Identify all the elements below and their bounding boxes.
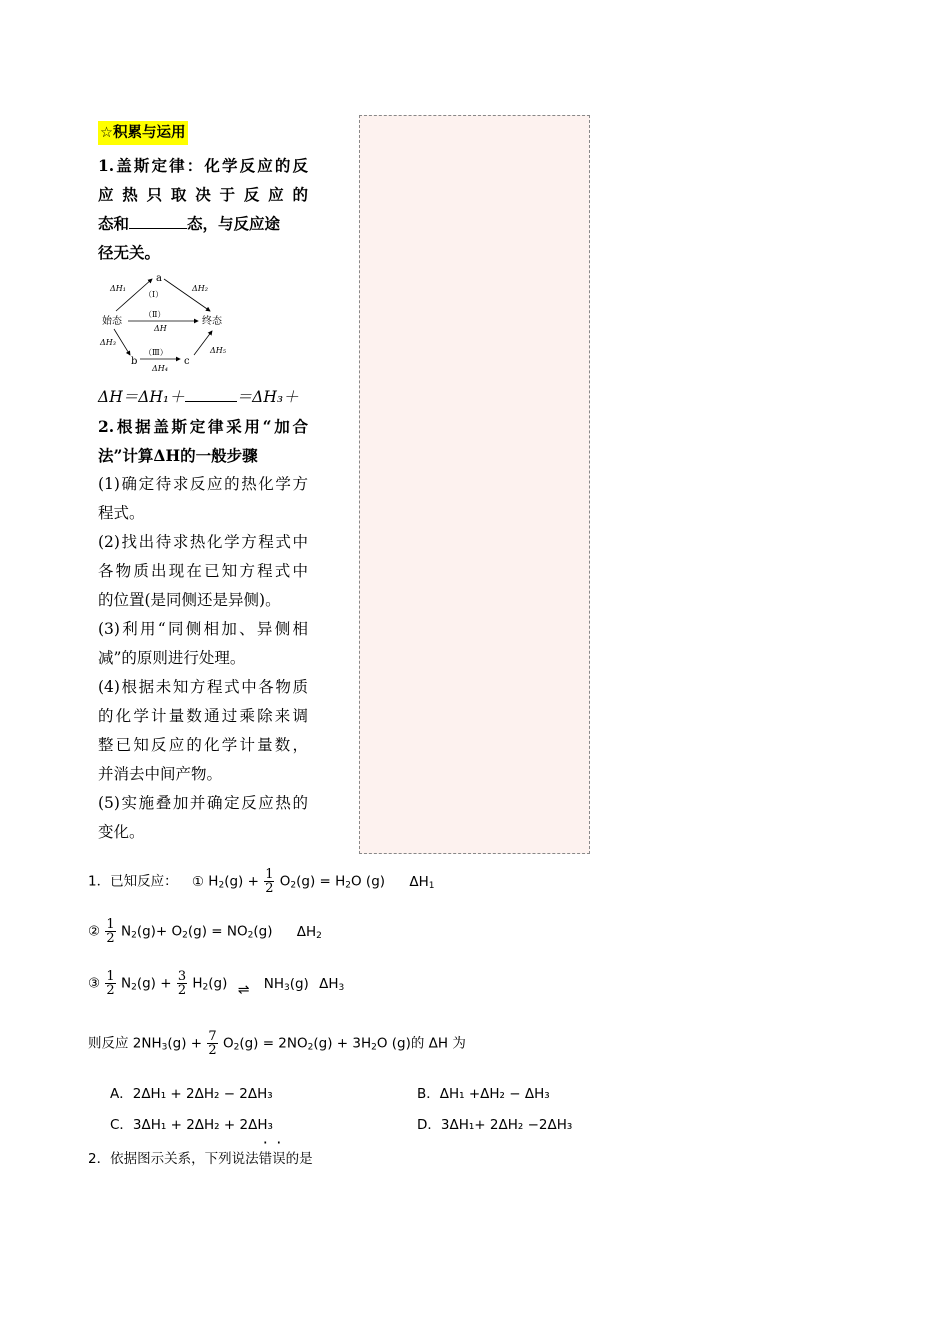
ask-suffix: 的 ΔH 为	[410, 1035, 466, 1052]
method-title-line1: 2.根据盖斯定律采用“加合	[98, 417, 308, 436]
gess-law-line2: 应热只取决于反应的	[98, 185, 308, 204]
label-route3: （Ⅲ）	[144, 348, 168, 357]
knowledge-sidebar	[98, 118, 308, 847]
step-line: 程式。	[98, 504, 145, 522]
gess-formula	[98, 383, 308, 412]
option-d[interactable]: D．3ΔH₁+ 2ΔH₂ −2ΔH₃	[417, 1117, 573, 1133]
gess-law-line3-a: 态和	[98, 214, 130, 233]
eq1-mark: ①	[191, 873, 204, 890]
node-end: 终态	[202, 316, 222, 327]
label-dh3: ΔH₃	[100, 338, 116, 347]
formula-part-b: ＝ΔH₃＋	[236, 388, 299, 406]
label-dh5: ΔH₅	[210, 346, 226, 355]
gess-law-line4: 径无关。	[98, 243, 161, 262]
step-line: (3)利用“同侧相加、异侧相	[98, 620, 308, 638]
fill-blank[interactable]	[129, 214, 187, 229]
q2-prefix: 2．依据图示关系，下列说法	[88, 1151, 259, 1167]
method-title-line2: 法”计算ΔH的一般步骤	[98, 446, 258, 465]
step-line: (1)确定待求反应的热化学方	[98, 475, 308, 493]
formula-blank[interactable]	[185, 387, 237, 402]
option-b[interactable]: B．ΔH₁ +ΔH₂ − ΔH₃	[417, 1086, 550, 1102]
node-c: c	[184, 356, 190, 367]
ask-prefix: 则反应	[88, 1035, 129, 1052]
fraction-half: $\frac{1}{2}$	[106, 917, 115, 946]
step-line: (5)实施叠加并确定反应热的	[98, 794, 308, 812]
gess-path-diagram	[98, 269, 238, 379]
steps-list	[98, 470, 308, 847]
step-line: 各物质出现在已知方程式中	[98, 562, 308, 580]
fraction-seven-halves: $\frac{7}{2}$	[208, 1029, 217, 1058]
label-dh: ΔH	[154, 324, 167, 333]
fraction-three-halves: $\frac{3}{2}$	[177, 969, 187, 998]
step-line: 并消去中间产物。	[98, 765, 223, 783]
node-start: 始态	[102, 316, 122, 327]
label-dh1: ΔH₁	[110, 284, 126, 293]
formula-part-a: ΔH＝ΔH₁＋	[98, 388, 185, 406]
arrow-start-b	[114, 329, 130, 355]
step-line: 减”的原则进行处理。	[98, 649, 246, 667]
step-line: 变化。	[98, 823, 145, 841]
option-c[interactable]: C．3ΔH₁ + 2ΔH₂ + 2ΔH₃	[110, 1117, 273, 1133]
q1-ask: 则反应 $2NH_3(g)$ + $\frac{7}{2}$ $O_2(g) = 2NO_2(g) + 3H_2O$ (g)的 ΔH 为	[88, 1029, 466, 1058]
fraction-half: $\frac{1}{2}$	[265, 867, 274, 896]
q2-suffix: 的是	[285, 1151, 313, 1167]
step-line: (2)找出待求热化学方程式中	[98, 533, 308, 551]
label-dh4: ΔH₄	[152, 364, 168, 373]
fraction-half: $\frac{1}{2}$	[106, 969, 115, 998]
emphasis-char: 误	[272, 1151, 286, 1167]
notes-box[interactable]	[359, 115, 590, 854]
eq3-mark: ③	[88, 975, 101, 992]
option-a[interactable]: A．2ΔH₁ + 2ΔH₂ − 2ΔH₃	[110, 1086, 273, 1102]
gess-law-line1: 1.盖斯定律：化学反应的反	[98, 156, 308, 175]
label-dh2: ΔH₂	[192, 284, 208, 293]
node-a: a	[156, 273, 162, 284]
step-line: (4)根据未知方程式中各物质	[98, 678, 308, 696]
section-badge: ☆积累与运用	[98, 121, 188, 145]
q1-line2: ② $\frac{1}{2}$ $N_2(g)+ O_2(g) = NO_2(g)$ $\Delta H_2$	[88, 917, 322, 946]
q1-prefix: 1．已知反应：	[88, 873, 178, 890]
q1-line3: ③ $\frac{1}{2}$ $N_2(g)$ + $\frac{3}{2}$ $H_2(g)$ ⇌ $NH_3(g)$ $\Delta H_3$	[88, 969, 345, 998]
q2-line	[88, 1147, 313, 1167]
step-line: 整已知反应的化学计量数，	[98, 736, 308, 754]
eq2-mark: ②	[88, 923, 101, 940]
step-line: 的化学计量数通过乘除来调	[98, 707, 308, 725]
q1-line1: 1．已知反应： ① $H_2(g)$ + $\frac{1}{2}$ $O_2(g) = H_2O$ (g) $\Delta H_1$	[88, 867, 435, 896]
gess-law-line3-b: 态，与反应途	[187, 214, 281, 233]
emphasis-char: 错	[258, 1151, 273, 1167]
node-b: b	[131, 356, 138, 367]
label-route2: （Ⅱ）	[144, 310, 166, 319]
equilibrium-arrow-icon: ⇌	[237, 981, 250, 998]
label-route1: （Ⅰ）	[144, 290, 164, 299]
step-line: 的位置(是同侧还是异侧)。	[98, 591, 281, 609]
gess-law-line3	[98, 209, 308, 238]
